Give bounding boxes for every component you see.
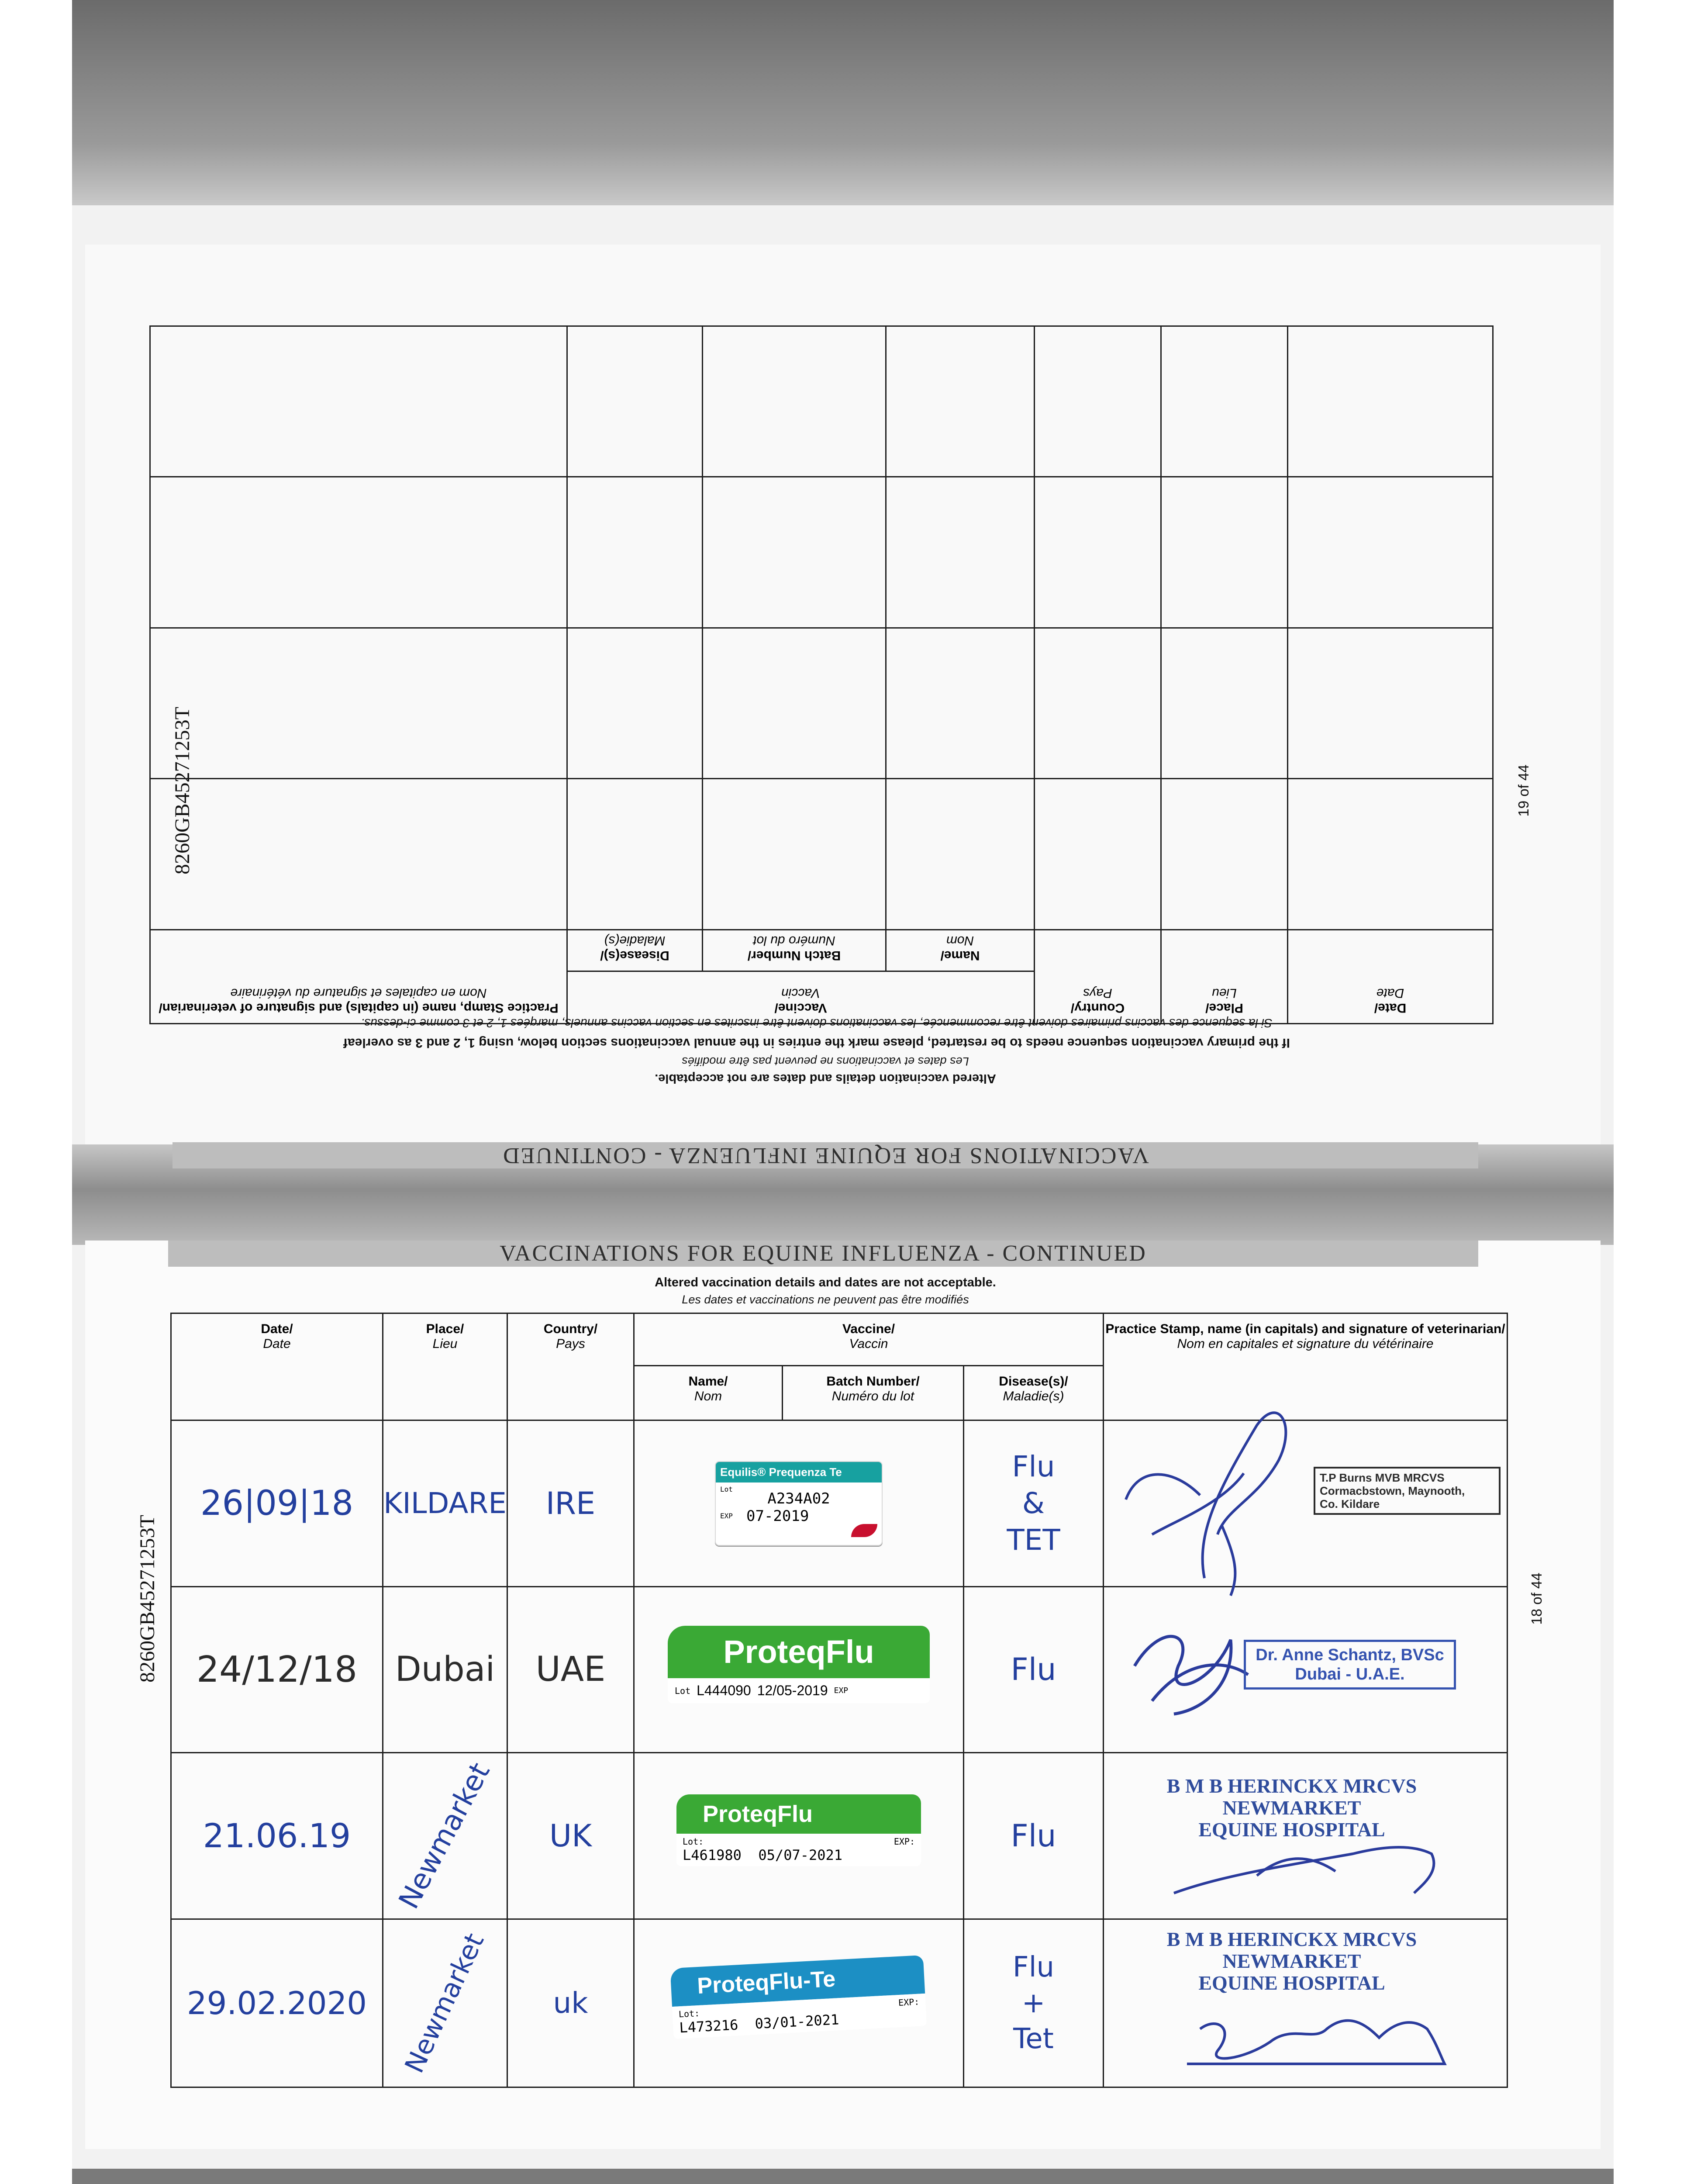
entry-date: 21.06.19 (171, 1753, 383, 1919)
col-disease: Disease(s)/ Maladie(s) (964, 1366, 1104, 1420)
passport-id-upper: 8260GB45271253T (171, 707, 194, 874)
entry-country: UAE (507, 1586, 634, 1752)
sticker-brand: Equilis® Prequenza Te (716, 1462, 882, 1482)
lower-notice-fr: Les dates et vaccinations ne peuvent pas être modifiés (682, 1293, 969, 1306)
sticker-exp-label: EXP (834, 1686, 849, 1696)
upper-restart-fr: Si la sequence des vaccins primaires doivent être recommencée, les vaccinations doivent être inscrites en section vaccins annuels, marqées 1, 2 et 3 comme ci-dessus. (361, 1016, 1273, 1030)
col-batch: Batch Number/ Numéro du lot (783, 1366, 964, 1420)
sticker-lot-label: Lot: (678, 2008, 700, 2020)
table-row (171, 1753, 1508, 1919)
vet-stamp-cell (1104, 1919, 1508, 2087)
scanner-background (72, 0, 1614, 205)
upper-restart-en: If the primary vaccination sequence needs to be restarted, please mark the entries in the annual vaccinations section below, using 1, 2 and 3 as overleaf (343, 1036, 1290, 1050)
vet-stamp: B M B HERINCKX MRCVS NEWMARKET EQUINE HOSPITAL (1166, 1775, 1417, 1841)
entry-disease: Flu (964, 1586, 1104, 1752)
entry-place: Newmarket (383, 1919, 507, 2087)
scanner-edge (72, 2169, 1614, 2184)
sticker-lot: L444090 (697, 1683, 751, 1699)
entry-country: UK (507, 1753, 634, 1919)
sticker-lot: A234A02 (767, 1489, 830, 1507)
vet-stamp-cell (1104, 1586, 1508, 1752)
vaccine-sticker-cell (634, 1420, 964, 1586)
upper-col-batch: Batch Number/ Numéro du lot (703, 930, 886, 971)
vet-signature (1126, 1614, 1257, 1727)
table-row (171, 1586, 1508, 1752)
entry-place: KILDARE (383, 1420, 507, 1586)
page-number-upper: 19 of 44 (1515, 764, 1532, 817)
lower-section-title: VACCINATIONS FOR EQUINE INFLUENZA - CONTINUED (168, 1241, 1478, 1267)
sticker-brand: ProteqFlu (668, 1626, 930, 1678)
table-row (171, 1919, 1508, 2087)
upper-empty-row (150, 326, 1493, 477)
lower-notice-en: Altered vaccination details and dates are not acceptable. (655, 1275, 996, 1289)
page-number-lower: 18 of 44 (1528, 1572, 1545, 1625)
upper-col-place: Place/ Lieu (1161, 930, 1288, 1024)
sticker-lot-label: Lot (675, 1685, 691, 1696)
entry-date: 26|09|18 (171, 1420, 383, 1586)
sticker-lot: L473216 (679, 2016, 739, 2036)
upper-notice-en: Altered vaccination details and dates are not acceptable. (655, 1071, 996, 1085)
sticker-exp: 12/05-2019 (757, 1683, 828, 1699)
passport-id-lower: 8260GB45271253T (136, 1515, 159, 1683)
vaccine-sticker (715, 1461, 883, 1546)
vaccine-sticker (670, 1955, 927, 2051)
col-place: Place/ Lieu (383, 1313, 507, 1420)
sticker-brand: ProteqFlu (676, 1794, 921, 1834)
vaccine-sticker (676, 1794, 921, 1877)
vaccine-sticker-cell (634, 1753, 964, 1919)
entry-place: Dubai (383, 1586, 507, 1752)
col-date: Date/ Date (171, 1313, 383, 1420)
vet-stamp: T.P Burns MVB MRCVS Cormacbstown, Maynooth, Co. Kildare (1314, 1467, 1501, 1515)
col-vaccine: Vaccine/ Vaccin (634, 1313, 1104, 1366)
upper-table-region (151, 325, 1494, 1024)
vet-signature (1113, 1390, 1309, 1600)
sticker-lot-label: Lot: (683, 1836, 704, 1847)
upper-col-date: Date/ Date (1288, 930, 1493, 1024)
sticker-lot: L461980 (683, 1846, 742, 1863)
entry-date: 24/12/18 (171, 1586, 383, 1752)
vet-stamp: B M B HERINCKX MRCVS NEWMARKET EQUINE HOSPITAL (1166, 1928, 1417, 1994)
sticker-exp-label: EXP: (898, 1996, 920, 2008)
vet-stamp: Dr. Anne Schantz, BVSc Dubai - U.A.E. (1244, 1640, 1456, 1690)
upper-col-disease: Disease(s)/ Maladie(s) (567, 930, 703, 971)
upper-empty-row (150, 477, 1493, 628)
entry-disease: Flu (964, 1753, 1104, 1919)
entry-place: Newmarket (383, 1753, 507, 1919)
upper-col-vet: Practice Stamp, name (in capitals) and signature of veterinarian/ Nom en capitales et signature du vétérinaire (150, 930, 567, 1024)
vet-stamp-cell (1104, 1753, 1508, 1919)
col-vet: Practice Stamp, name (in capitals) and signature of veterinarian/ Nom en capitales et signature du vétérinaire (1104, 1313, 1508, 1420)
sticker-exp: 05/07-2021 (758, 1846, 843, 1863)
upper-vaccination-table (149, 325, 1494, 1024)
entry-disease: Flu & TET (964, 1420, 1104, 1586)
vet-signature (1183, 1977, 1453, 2073)
table-row (171, 1420, 1508, 1586)
upper-col-name: Name/ Nom (886, 930, 1035, 971)
vet-signature (1170, 1828, 1453, 1906)
sticker-mark (851, 1524, 877, 1537)
entry-disease: Flu + Tet (964, 1919, 1104, 2087)
lower-vaccination-table (170, 1313, 1508, 2088)
vaccine-sticker (668, 1626, 930, 1713)
col-country: Country/ Pays (507, 1313, 634, 1420)
sticker-exp-label: EXP: (894, 1836, 915, 1847)
upper-col-vaccine: Vaccine/ Vaccin (567, 971, 1035, 1024)
sticker-exp: 03/01-2021 (754, 2011, 840, 2032)
upper-empty-row (150, 779, 1493, 930)
sticker-lot-label: Lot (720, 1485, 733, 1493)
vaccine-sticker-cell (634, 1919, 964, 2087)
upper-notice-fr: Les dates et vaccinations ne peuvent pas être modifiés (682, 1055, 969, 1068)
vet-stamp-cell (1104, 1420, 1508, 1586)
upper-col-country: Country/ Pays (1035, 930, 1161, 1024)
entry-country: IRE (507, 1420, 634, 1586)
sticker-brand: ProteqFlu-Te (670, 1955, 925, 2007)
sticker-exp-label: EXP (720, 1512, 733, 1521)
upper-empty-row (150, 628, 1493, 779)
entry-country: uk (507, 1919, 634, 2087)
entry-date: 29.02.2020 (171, 1919, 383, 2087)
vaccine-sticker-cell (634, 1586, 964, 1752)
upper-section-title: VACCINATIONS FOR EQUINE INFLUENZA - CONTINUED (172, 1142, 1478, 1168)
sticker-exp: 07-2019 (746, 1507, 809, 1525)
scan-margin (0, 0, 72, 2184)
col-name: Name/ Nom (634, 1366, 783, 1420)
